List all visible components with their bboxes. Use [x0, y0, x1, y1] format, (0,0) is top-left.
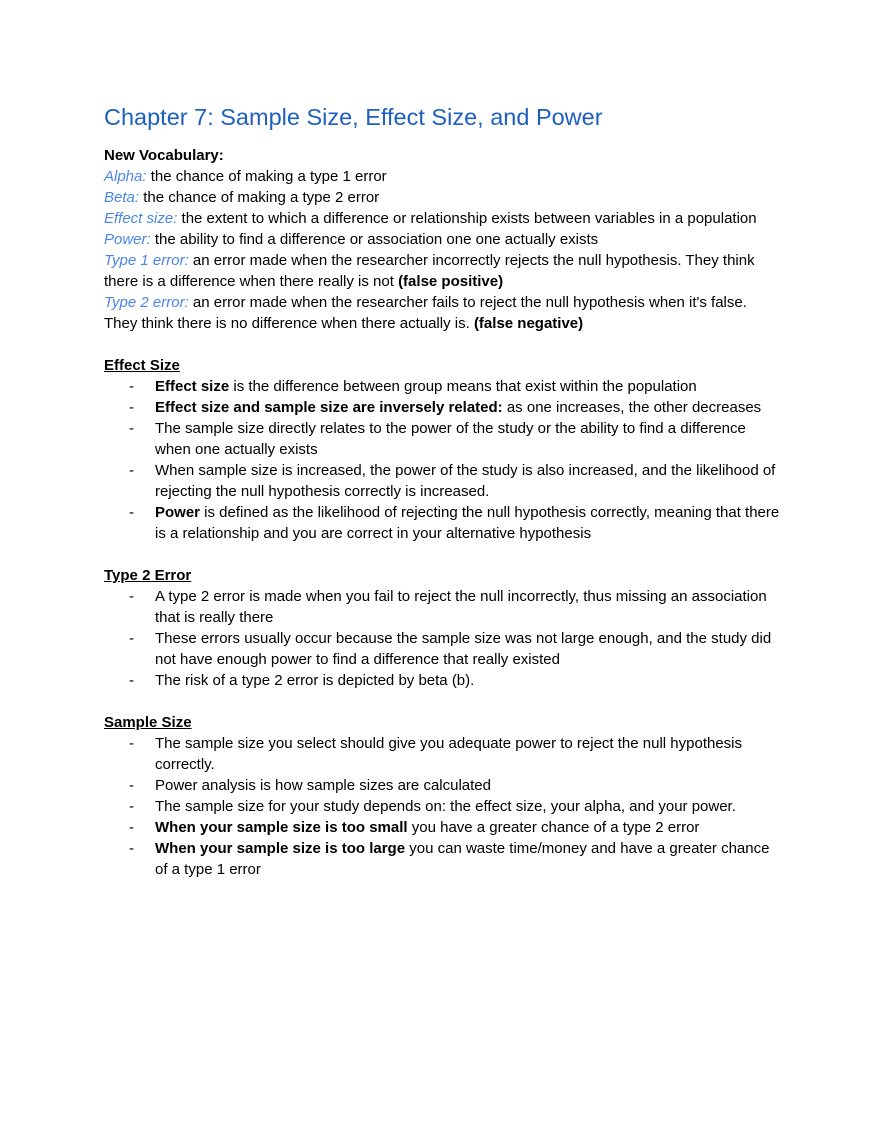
- bullet-dash: -: [129, 378, 134, 395]
- vocab-item-type2-error: [104, 292, 784, 334]
- type2-error-list: [104, 586, 784, 691]
- vocabulary-section: [104, 145, 784, 334]
- vocab-item-beta: [104, 187, 784, 208]
- item-text: you can waste time/money and have a greater chance of a type 1 error: [155, 840, 770, 878]
- section-heading-type2-error: Type 2 Error: [104, 567, 192, 584]
- vocab-definition: an error made when the researcher fails to reject the null hypothesis when it's false. They think there is no difference when there actually is.: [104, 294, 747, 332]
- list-item: [104, 775, 784, 796]
- bold-lead: When your sample size is too large: [155, 840, 406, 857]
- bullet-dash: -: [129, 777, 134, 794]
- item-text: you have a greater chance of a type 2 error: [407, 819, 700, 836]
- list-item: [104, 376, 784, 397]
- bullet-dash: -: [129, 462, 134, 479]
- bold-lead: Power: [155, 504, 201, 521]
- vocab-item-power: [104, 229, 784, 250]
- vocabulary-heading: New Vocabulary:: [104, 147, 224, 164]
- vocab-definition: the extent to which a difference or relationship exists between variables in a population: [177, 210, 757, 227]
- item-text: is the difference between group means that exist within the population: [229, 378, 697, 395]
- bullet-dash: -: [129, 798, 134, 815]
- vocab-item-alpha: [104, 166, 784, 187]
- item-text: The sample size you select should give you adequate power to reject the null hypothesis correctly.: [155, 735, 743, 773]
- page-title: Chapter 7: Sample Size, Effect Size, and Power: [104, 104, 603, 130]
- vocab-term: Alpha:: [104, 168, 147, 185]
- item-text: These errors usually occur because the sample size was not large enough, and the study did not have enough power to find a difference that really existed: [155, 630, 772, 668]
- list-item: [104, 733, 784, 775]
- sample-size-list: [104, 733, 784, 880]
- list-item: [104, 796, 784, 817]
- section-heading-effect-size: Effect Size: [104, 357, 180, 374]
- vocab-definition: the ability to find a difference or association one one actually exists: [150, 231, 599, 248]
- document-page: [104, 101, 784, 880]
- vocab-definition: an error made when the researcher incorrectly rejects the null hypothesis. They think there is a difference when there really is not: [104, 252, 755, 290]
- section-heading-sample-size: Sample Size: [104, 714, 192, 731]
- item-text: The sample size for your study depends on: the effect size, your alpha, and your power.: [155, 798, 736, 815]
- bullet-dash: -: [129, 735, 134, 752]
- sample-size-section: [104, 712, 784, 880]
- effect-size-section: [104, 355, 784, 544]
- item-text: The sample size directly relates to the power of the study or the ability to find a difference when one actually exists: [155, 420, 746, 458]
- item-text: The risk of a type 2 error is depicted by beta (b).: [155, 672, 475, 689]
- vocab-definition: the chance of making a type 1 error: [146, 168, 387, 185]
- bullet-dash: -: [129, 630, 134, 647]
- vocab-note: (false negative): [473, 315, 584, 332]
- vocab-definition: the chance of making a type 2 error: [139, 189, 380, 206]
- vocab-item-type1-error: [104, 250, 784, 292]
- vocab-term: Power:: [104, 231, 151, 248]
- item-text: Power analysis is how sample sizes are calculated: [155, 777, 491, 794]
- effect-size-list: [104, 376, 784, 544]
- list-item: [104, 586, 784, 628]
- bullet-dash: -: [129, 819, 134, 836]
- bold-lead: Effect size and sample size are inversely related:: [155, 399, 503, 416]
- bullet-dash: -: [129, 504, 134, 521]
- bullet-dash: -: [129, 672, 134, 689]
- list-item: [104, 460, 784, 502]
- item-text: as one increases, the other decreases: [502, 399, 762, 416]
- bullet-dash: -: [129, 840, 134, 857]
- type2-error-section: [104, 565, 784, 691]
- list-item: [104, 838, 784, 880]
- vocab-item-effect-size: [104, 208, 784, 229]
- bold-lead: When your sample size is too small: [155, 819, 408, 836]
- list-item: [104, 817, 784, 838]
- item-text: is defined as the likelihood of rejecting the null hypothesis correctly, meaning that there is a relationship and you are correct in your alternative hypothesis: [155, 504, 780, 542]
- list-item: [104, 502, 784, 544]
- vocab-note: (false positive): [398, 273, 504, 290]
- bullet-dash: -: [129, 399, 134, 416]
- bold-lead: Effect size: [155, 378, 230, 395]
- bullet-dash: -: [129, 420, 134, 437]
- list-item: [104, 397, 784, 418]
- vocab-term: Type 2 error:: [104, 294, 189, 311]
- list-item: [104, 628, 784, 670]
- vocab-term: Type 1 error:: [104, 252, 189, 269]
- vocab-term: Beta:: [104, 189, 140, 206]
- vocab-term: Effect size:: [104, 210, 178, 227]
- list-item: [104, 418, 784, 460]
- item-text: A type 2 error is made when you fail to reject the null incorrectly, thus missing an association that is really there: [155, 588, 767, 626]
- list-item: [104, 670, 784, 691]
- bullet-dash: -: [129, 588, 134, 605]
- item-text: When sample size is increased, the power of the study is also increased, and the likelihood of rejecting the null hypothesis correctly is increased.: [155, 462, 776, 500]
